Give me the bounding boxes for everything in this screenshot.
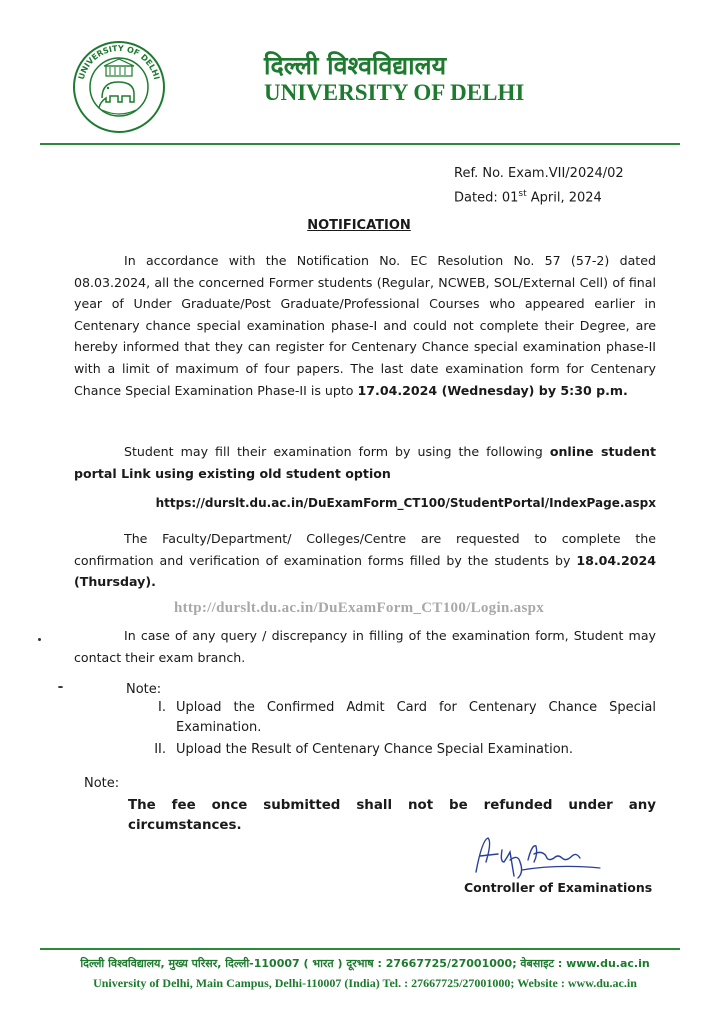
- faculty-login-link[interactable]: http://durslt.du.ac.in/DuExamForm_CT100/Login.aspx: [173, 600, 545, 616]
- note-heading: Note:: [126, 682, 162, 697]
- university-seal-logo: [72, 40, 166, 134]
- paragraph-registration: In accordance with the Notification No. EC Resolution No. 57 (57-2) dated 08.03.2024, all the concerned Former students (Regular, NCWEB, SOL/External Cell) of final year of Under Graduate/Post Graduate/Professional Courses who appeared earlier in Centenary chance special examination phase-I and could not complete their Degree, are hereby informed that they can register for Centenary Chance special examination phase-II with a limit of maximum of four papers. The last date examination form for Centenary Chance Special Examination Phase-II is upto 17.04.2024 (Wednesday) by 5:30 p.m.: [74, 253, 656, 398]
- verification-deadline: 18.04.2024 (Thursday).: [74, 552, 656, 590]
- note-item-number: II.: [154, 742, 166, 757]
- footer-address-hindi: दिल्ली विश्वविद्यालय, मुख्य परिसर, दिल्ली-110007 ( भारत ) दूरभाष : 27667725/27001000; वेबसाइट : www.du.ac.in: [80, 957, 650, 970]
- note-item: [126, 698, 656, 738]
- note-item-text: Upload the Confirmed Admit Card for Centenary Chance Special Examination.: [176, 700, 656, 735]
- signatory-title: Controller of Examinations: [464, 880, 653, 895]
- student-portal-link[interactable]: https://durslt.du.ac.in/DuExamForm_CT100/StudentPortal/IndexPage.aspx: [155, 496, 656, 510]
- note-list: [126, 698, 656, 762]
- scan-speck: [58, 686, 63, 688]
- footer-divider: [40, 948, 680, 950]
- note-item: [126, 740, 656, 760]
- notification-title: NOTIFICATION: [307, 218, 411, 233]
- footer-address-english: University of Delhi, Main Campus, Delhi-110007 (India) Tel. : 27667725/27001000; Website : www.du.ac.in: [93, 976, 637, 990]
- university-name-english: UNIVERSITY OF DELHI: [264, 80, 525, 105]
- svg-text:UNIVERSITY OF DELHI: UNIVERSITY OF DELHI: [76, 43, 162, 81]
- handwritten-signature: [468, 832, 608, 882]
- fee-note-heading: Note:: [84, 776, 120, 791]
- registration-deadline: 17.04.2024 (Wednesday) by 5:30 p.m.: [357, 382, 628, 398]
- paragraph-portal-instructions: Student may fill their examination form by using the following online student portal Link using existing old student option: [74, 444, 656, 481]
- reference-block: [454, 164, 624, 208]
- paragraph-query: In case of any query / discrepancy in filling of the examination form, Student may contact their exam branch.: [74, 628, 656, 665]
- portal-option-text: online student portal Link using existing old student option: [74, 444, 656, 481]
- scan-speck: [38, 638, 41, 641]
- reference-date: Dated: 01st April, 2024: [454, 189, 602, 206]
- note-item-number: I.: [158, 700, 166, 715]
- university-name-hindi: दिल्ली विश्वविद्यालय: [264, 51, 447, 80]
- note-item-text: Upload the Result of Centenary Chance Special Examination.: [176, 742, 574, 757]
- paragraph-verification: The Faculty/Department/ Colleges/Centre are requested to complete the confirmation and verification of examination forms filled by the students by 18.04.2024 (Thursday).: [74, 531, 656, 590]
- fee-note-text: The fee once submitted shall not be refunded under any circumstances.: [128, 798, 656, 833]
- reference-number: Ref. No. Exam.VII/2024/02: [454, 166, 624, 181]
- header-divider: [40, 143, 680, 145]
